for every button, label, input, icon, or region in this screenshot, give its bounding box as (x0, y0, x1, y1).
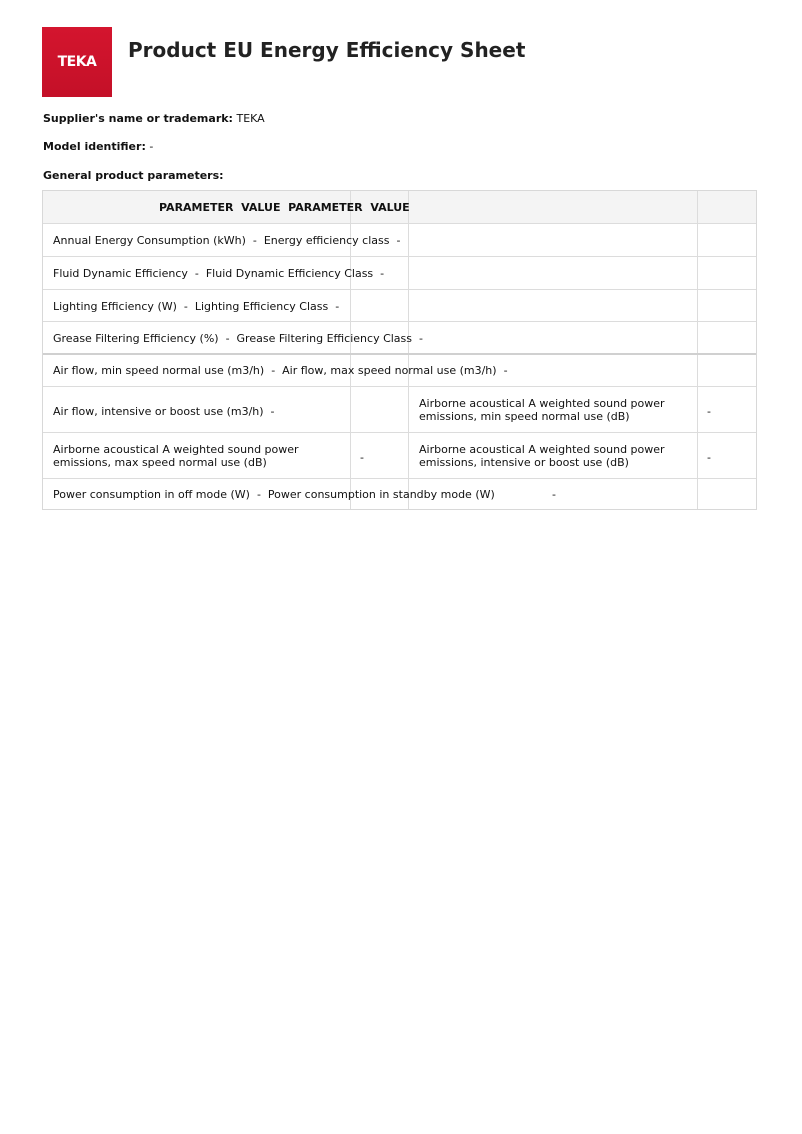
table-row: Air flow, intensive or boost use (m3/h) - (53, 405, 275, 418)
row-divider (43, 386, 756, 387)
table-row: Fluid Dynamic Efficiency - Fluid Dynamic Efficiency Class - (53, 267, 385, 280)
row7-left-value: - (360, 451, 364, 464)
row7-right-value: - (707, 451, 711, 464)
row6-right-param: Airborne acoustical A weighted sound power emissions, min speed normal use (dB) (419, 397, 665, 423)
row-divider (43, 353, 756, 355)
table-header: PARAMETER VALUE PARAMETER VALUE (159, 201, 410, 214)
logo-text: TEKA (57, 54, 97, 70)
row7-left-param: Airborne acoustical A weighted sound power emissions, max speed normal use (dB) (53, 443, 299, 469)
table-row: Power consumption in off mode (W) - Power consumption in standby mode (W) (53, 488, 495, 501)
page-title: Product EU Energy Efficiency Sheet (128, 38, 526, 62)
model-label: Model identifier: (43, 140, 146, 153)
row-divider (43, 432, 756, 433)
table-row: Grease Filtering Efficiency (%) - Grease Filtering Efficiency Class - (53, 332, 423, 345)
row8-value: - (552, 488, 556, 501)
row-divider (43, 289, 756, 290)
row6-right-value: - (707, 405, 711, 418)
parameters-table (42, 190, 757, 510)
table-row: Annual Energy Consumption (kWh) - Energy efficiency class - (53, 234, 401, 247)
table-row: Lighting Efficiency (W) - Lighting Efficiency Class - (53, 300, 340, 313)
teka-logo (42, 27, 112, 97)
row-divider (43, 256, 756, 257)
row7-right-param: Airborne acoustical A weighted sound power emissions, intensive or boost use (dB) (419, 443, 665, 469)
column-divider (408, 191, 409, 509)
supplier-line (43, 112, 265, 125)
row-divider (43, 223, 756, 224)
model-value: - (149, 140, 154, 153)
supplier-label: Supplier's name or trademark: (43, 112, 233, 125)
row-divider (43, 321, 756, 322)
supplier-value: TEKA (236, 112, 265, 125)
general-parameters-label: General product parameters: (43, 169, 224, 182)
model-line (43, 140, 153, 153)
row-divider (43, 478, 756, 479)
column-divider (697, 191, 698, 509)
table-row: Air flow, min speed normal use (m3/h) - Air flow, max speed normal use (m3/h) - (53, 364, 508, 377)
